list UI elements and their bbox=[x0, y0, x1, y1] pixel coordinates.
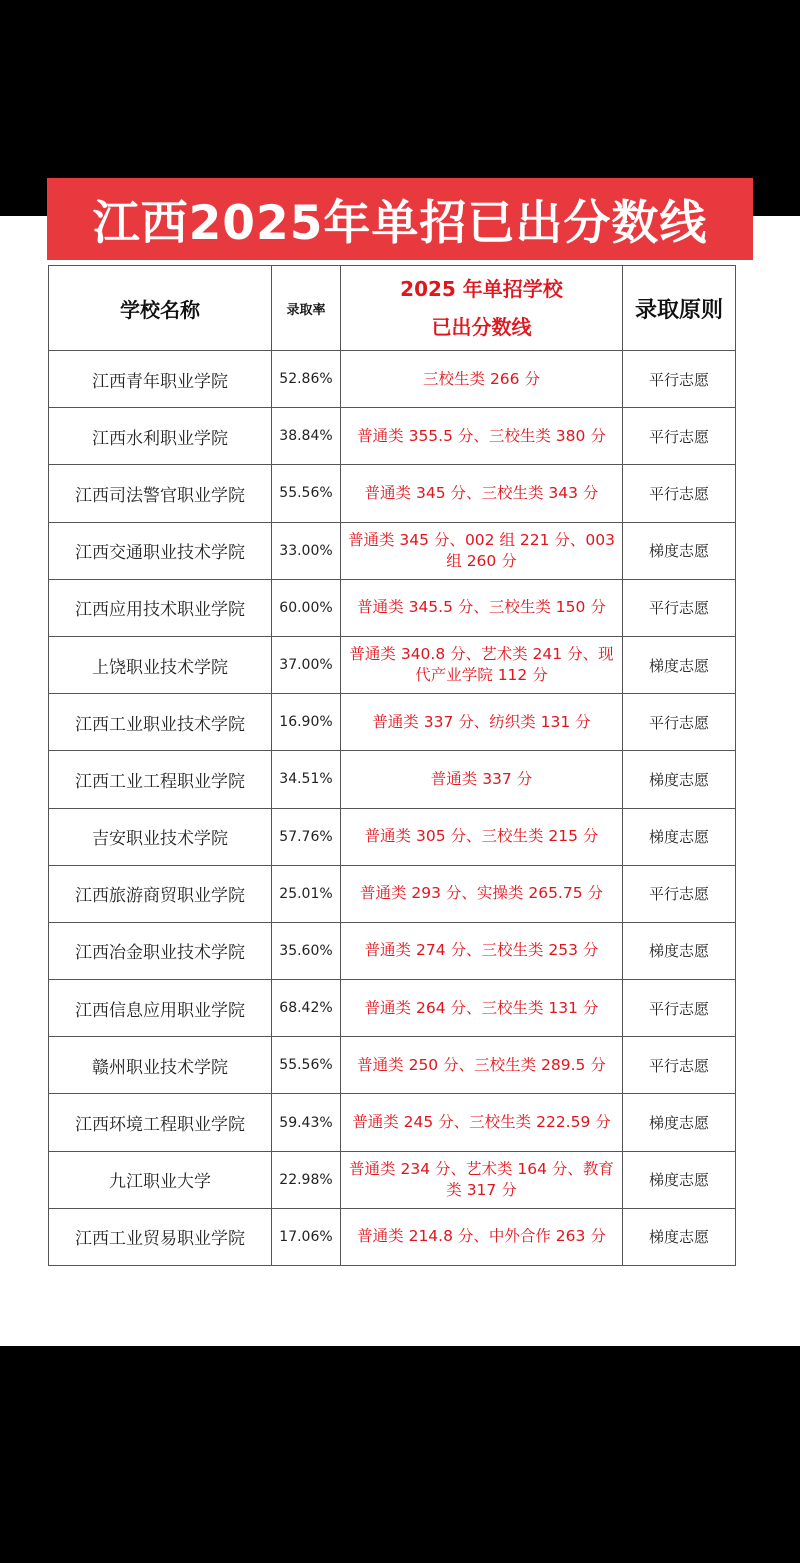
admission-rate-cell: 60.00% bbox=[272, 579, 341, 636]
admission-rate-cell: 68.42% bbox=[272, 980, 341, 1037]
score-line-cell: 普通类 337 分、纺织类 131 分 bbox=[341, 694, 623, 751]
admission-rate-cell: 52.86% bbox=[272, 351, 341, 408]
school-name-cell: 江西工业工程职业学院 bbox=[49, 751, 272, 808]
score-line-cell: 普通类 214.8 分、中外合作 263 分 bbox=[341, 1208, 623, 1265]
school-name-cell: 江西司法警官职业学院 bbox=[49, 465, 272, 522]
score-line-cell: 普通类 337 分 bbox=[341, 751, 623, 808]
table-row bbox=[49, 694, 736, 751]
score-line-cell: 普通类 345 分、三校生类 343 分 bbox=[341, 465, 623, 522]
admission-rule-cell: 梯度志愿 bbox=[623, 922, 736, 979]
score-line-cell: 普通类 293 分、实操类 265.75 分 bbox=[341, 865, 623, 922]
admission-rule-cell: 梯度志愿 bbox=[623, 808, 736, 865]
admission-rate-cell: 25.01% bbox=[272, 865, 341, 922]
table-row bbox=[49, 751, 736, 808]
admission-rule-cell: 平行志愿 bbox=[623, 865, 736, 922]
table-header-row bbox=[49, 266, 736, 351]
admission-rule-cell: 平行志愿 bbox=[623, 694, 736, 751]
admission-rate-cell: 17.06% bbox=[272, 1208, 341, 1265]
admission-rate-cell: 55.56% bbox=[272, 465, 341, 522]
admission-rule-cell: 梯度志愿 bbox=[623, 1151, 736, 1208]
school-name-cell: 江西旅游商贸职业学院 bbox=[49, 865, 272, 922]
school-name-cell: 赣州职业技术学院 bbox=[49, 1037, 272, 1094]
score-line-cell: 三校生类 266 分 bbox=[341, 351, 623, 408]
admission-rule-cell: 平行志愿 bbox=[623, 579, 736, 636]
admission-rule-cell: 平行志愿 bbox=[623, 465, 736, 522]
table-row bbox=[49, 1208, 736, 1265]
admission-rule-cell: 平行志愿 bbox=[623, 351, 736, 408]
table-row bbox=[49, 865, 736, 922]
admission-rule-cell: 梯度志愿 bbox=[623, 1094, 736, 1151]
title-banner: 江西2025年单招已出分数线 bbox=[47, 178, 753, 260]
admission-rate-cell: 55.56% bbox=[272, 1037, 341, 1094]
table-row bbox=[49, 808, 736, 865]
table-row bbox=[49, 465, 736, 522]
admission-rate-cell: 22.98% bbox=[272, 1151, 341, 1208]
school-name-cell: 江西工业职业技术学院 bbox=[49, 694, 272, 751]
school-name-cell: 江西环境工程职业学院 bbox=[49, 1094, 272, 1151]
table-row bbox=[49, 922, 736, 979]
table-row bbox=[49, 351, 736, 408]
admission-rate-cell: 38.84% bbox=[272, 408, 341, 465]
admission-rule-cell: 梯度志愿 bbox=[623, 522, 736, 579]
admission-rule-cell: 梯度志愿 bbox=[623, 636, 736, 693]
table-row bbox=[49, 522, 736, 579]
score-line-cell: 普通类 274 分、三校生类 253 分 bbox=[341, 922, 623, 979]
school-name-cell: 江西应用技术职业学院 bbox=[49, 579, 272, 636]
admission-rule-cell: 平行志愿 bbox=[623, 1037, 736, 1094]
table-row bbox=[49, 1151, 736, 1208]
score-line-cell: 普通类 264 分、三校生类 131 分 bbox=[341, 980, 623, 1037]
score-table bbox=[48, 265, 736, 1266]
score-line-cell: 普通类 234 分、艺术类 164 分、教育类 317 分 bbox=[341, 1151, 623, 1208]
admission-rule-cell: 梯度志愿 bbox=[623, 1208, 736, 1265]
table-row bbox=[49, 1094, 736, 1151]
school-name-cell: 江西冶金职业技术学院 bbox=[49, 922, 272, 979]
school-name-cell: 上饶职业技术学院 bbox=[49, 636, 272, 693]
admission-rate-cell: 57.76% bbox=[272, 808, 341, 865]
admission-rule-cell: 平行志愿 bbox=[623, 408, 736, 465]
score-line-cell: 普通类 340.8 分、艺术类 241 分、现代产业学院 112 分 bbox=[341, 636, 623, 693]
admission-rate-cell: 33.00% bbox=[272, 522, 341, 579]
header-school-name: 学校名称 bbox=[49, 266, 272, 351]
school-name-cell: 江西交通职业技术学院 bbox=[49, 522, 272, 579]
school-name-cell: 吉安职业技术学院 bbox=[49, 808, 272, 865]
header-score-line-2: 已出分数线 bbox=[431, 315, 532, 339]
table-row bbox=[49, 636, 736, 693]
admission-rate-cell: 35.60% bbox=[272, 922, 341, 979]
admission-rule-cell: 梯度志愿 bbox=[623, 751, 736, 808]
header-admission-rule: 录取原则 bbox=[623, 266, 736, 351]
header-admission-rate: 录取率 bbox=[272, 266, 341, 351]
table-row bbox=[49, 579, 736, 636]
admission-rate-cell: 34.51% bbox=[272, 751, 341, 808]
header-score-line bbox=[341, 266, 623, 351]
school-name-cell: 江西工业贸易职业学院 bbox=[49, 1208, 272, 1265]
table-row bbox=[49, 1037, 736, 1094]
score-line-cell: 普通类 305 分、三校生类 215 分 bbox=[341, 808, 623, 865]
score-line-cell: 普通类 245 分、三校生类 222.59 分 bbox=[341, 1094, 623, 1151]
admission-rate-cell: 37.00% bbox=[272, 636, 341, 693]
table-row bbox=[49, 408, 736, 465]
admission-rule-cell: 平行志愿 bbox=[623, 980, 736, 1037]
score-line-cell: 普通类 345.5 分、三校生类 150 分 bbox=[341, 579, 623, 636]
score-line-cell: 普通类 250 分、三校生类 289.5 分 bbox=[341, 1037, 623, 1094]
school-name-cell: 江西信息应用职业学院 bbox=[49, 980, 272, 1037]
school-name-cell: 九江职业大学 bbox=[49, 1151, 272, 1208]
score-line-cell: 普通类 355.5 分、三校生类 380 分 bbox=[341, 408, 623, 465]
admission-rate-cell: 59.43% bbox=[272, 1094, 341, 1151]
admission-rate-cell: 16.90% bbox=[272, 694, 341, 751]
school-name-cell: 江西水利职业学院 bbox=[49, 408, 272, 465]
header-score-line-1: 2025 年单招学校 bbox=[400, 277, 563, 301]
table-row bbox=[49, 980, 736, 1037]
school-name-cell: 江西青年职业学院 bbox=[49, 351, 272, 408]
score-line-cell: 普通类 345 分、002 组 221 分、003 组 260 分 bbox=[341, 522, 623, 579]
